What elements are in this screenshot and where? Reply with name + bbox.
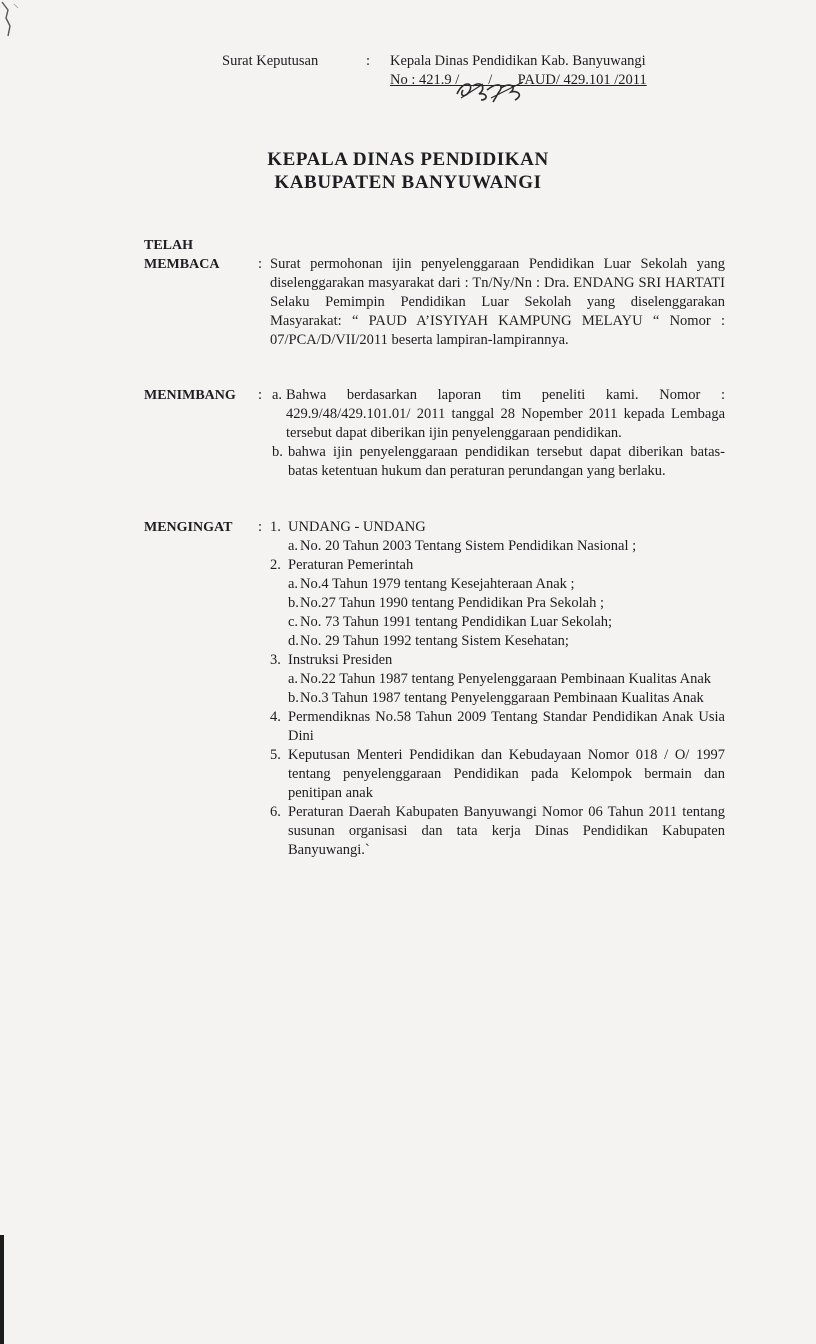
- document-title: [0, 148, 816, 194]
- telah-membaca-text: Surat permohonan ijin penyelenggaraan Pendidikan Luar Sekolah yang diselenggarakan masyarakat dari : Tn/Ny/Nn : Dra. ENDANG SRI HARTATI Selaku Pemimpin Pendidikan Luar Sekolah yang diselenggarakan Masyarakat: “ PAUD A’ISYIYAH KAMPUNG MELAYU “ Nomor : 07/PCA/D/VII/2011 beserta lampiran-lampirannya.: [270, 256, 725, 348]
- item-text: No.3 Tahun 1987 tentang Penyelenggaraan Pembinaan Kualitas Anak: [300, 690, 704, 706]
- section-label-mengingat: MENGINGAT: [144, 520, 233, 535]
- item-text: No.4 Tahun 1979 tentang Kesejahteraan Anak ;: [300, 576, 575, 592]
- item-text: UNDANG - UNDANG: [288, 519, 426, 535]
- mengingat-item-2d: [288, 632, 725, 651]
- section-label-telah-membaca: [144, 236, 219, 274]
- header-issuer: Kepala Dinas Pendidikan Kab. Banyuwangi: [390, 53, 646, 69]
- item-marker: a.: [288, 538, 299, 554]
- scan-edge-mark: [0, 1235, 4, 1344]
- item-text: Peraturan Daerah Kabupaten Banyuwangi Nomor 06 Tahun 2011 tentang susunan organisasi dan tata kerja Dinas Pendidikan Kabupaten Banyuwangi.`: [288, 804, 725, 858]
- colon-mengingat: :: [258, 519, 263, 535]
- item-marker: d.: [288, 633, 299, 649]
- decree-number: No : 421.9 / / PAUD/ 429.101 /2011: [390, 72, 647, 88]
- section-mengingat: [144, 518, 724, 918]
- title-line-1: KEPALA DINAS PENDIDIKAN: [267, 149, 549, 170]
- item-text: bahwa ijin penyelenggaraan pendidikan tersebut dapat diberikan batas-batas ketentuan hukum dan peraturan perundangan yang berlaku.: [288, 444, 725, 479]
- mengingat-item-3: [270, 651, 725, 670]
- item-marker: 5.: [270, 747, 281, 763]
- item-marker: 2.: [270, 557, 281, 573]
- mengingat-item-6: [270, 803, 725, 860]
- mengingat-item-2b: [288, 594, 725, 613]
- mengingat-item-2c: [288, 613, 725, 632]
- item-marker: a.: [288, 576, 299, 592]
- item-marker: a.: [288, 671, 299, 687]
- mengingat-item-3b: [288, 689, 725, 708]
- colon-menimbang: :: [258, 387, 263, 403]
- mengingat-item-2a: [288, 575, 725, 594]
- header-label: Surat Keputusan: [222, 53, 319, 69]
- colon-telah-membaca: :: [258, 256, 263, 272]
- mengingat-item-1: [270, 518, 725, 537]
- item-text: No.22 Tahun 1987 tentang Penyelenggaraan Pembinaan Kualitas Anak: [300, 671, 712, 687]
- item-marker: a.: [272, 387, 283, 403]
- item-marker: b.: [288, 690, 299, 706]
- section-menimbang: [144, 386, 724, 506]
- item-text: No. 20 Tahun 2003 Tentang Sistem Pendidikan Nasional ;: [300, 538, 637, 554]
- section-label-menimbang: MENIMBANG: [144, 388, 236, 403]
- item-marker: 4.: [270, 709, 281, 725]
- mengingat-item-4: [270, 708, 725, 746]
- corner-smudge: [0, 0, 26, 40]
- menimbang-item-a: [272, 386, 725, 443]
- menimbang-item-b: [272, 443, 725, 481]
- mengingat-list: [270, 518, 725, 860]
- item-marker: c.: [288, 614, 299, 630]
- item-marker: 3.: [270, 652, 281, 668]
- item-text: Permendiknas No.58 Tahun 2009 Tentang Standar Pendidikan Anak Usia Dini: [288, 709, 725, 744]
- section-telah-membaca: [144, 236, 724, 366]
- mengingat-item-5: [270, 746, 725, 803]
- menimbang-list: [272, 386, 725, 481]
- item-text: Instruksi Presiden: [288, 652, 393, 668]
- item-text: No. 73 Tahun 1991 tentang Pendidikan Luar Sekolah;: [300, 614, 613, 630]
- mengingat-item-3a: [288, 670, 725, 689]
- item-marker: b.: [272, 444, 283, 460]
- header-colon: :: [366, 53, 371, 69]
- handwritten-number-signature: [453, 78, 551, 104]
- item-text: Keputusan Menteri Pendidikan dan Kebudayaan Nomor 018 / O/ 1997 tentang penyelenggaraan Pendidikan pada Kelompok bermain dan penitipan anak: [288, 747, 725, 801]
- label-telah: TELAH: [144, 238, 194, 253]
- item-text: Bahwa berdasarkan laporan tim peneliti kami. Nomor : 429.9/48/429.101.01/ 2011 tanggal 28 Nopember 2011 kepada Lembaga tersebut dapat diberikan ijin penyelenggaraan pendidikan.: [286, 387, 725, 441]
- title-line-2: KABUPATEN BANYUWANGI: [274, 172, 542, 193]
- mengingat-item-2: [270, 556, 725, 575]
- label-membaca: MEMBACA: [144, 257, 220, 272]
- mengingat-item-1a: [288, 537, 725, 556]
- item-text: No.27 Tahun 1990 tentang Pendidikan Pra Sekolah ;: [300, 595, 604, 611]
- item-marker: 1.: [270, 519, 281, 535]
- item-text: Peraturan Pemerintah: [288, 557, 414, 573]
- item-marker: 6.: [270, 804, 281, 820]
- item-text: No. 29 Tahun 1992 tentang Sistem Kesehatan;: [300, 633, 569, 649]
- item-marker: b.: [288, 595, 299, 611]
